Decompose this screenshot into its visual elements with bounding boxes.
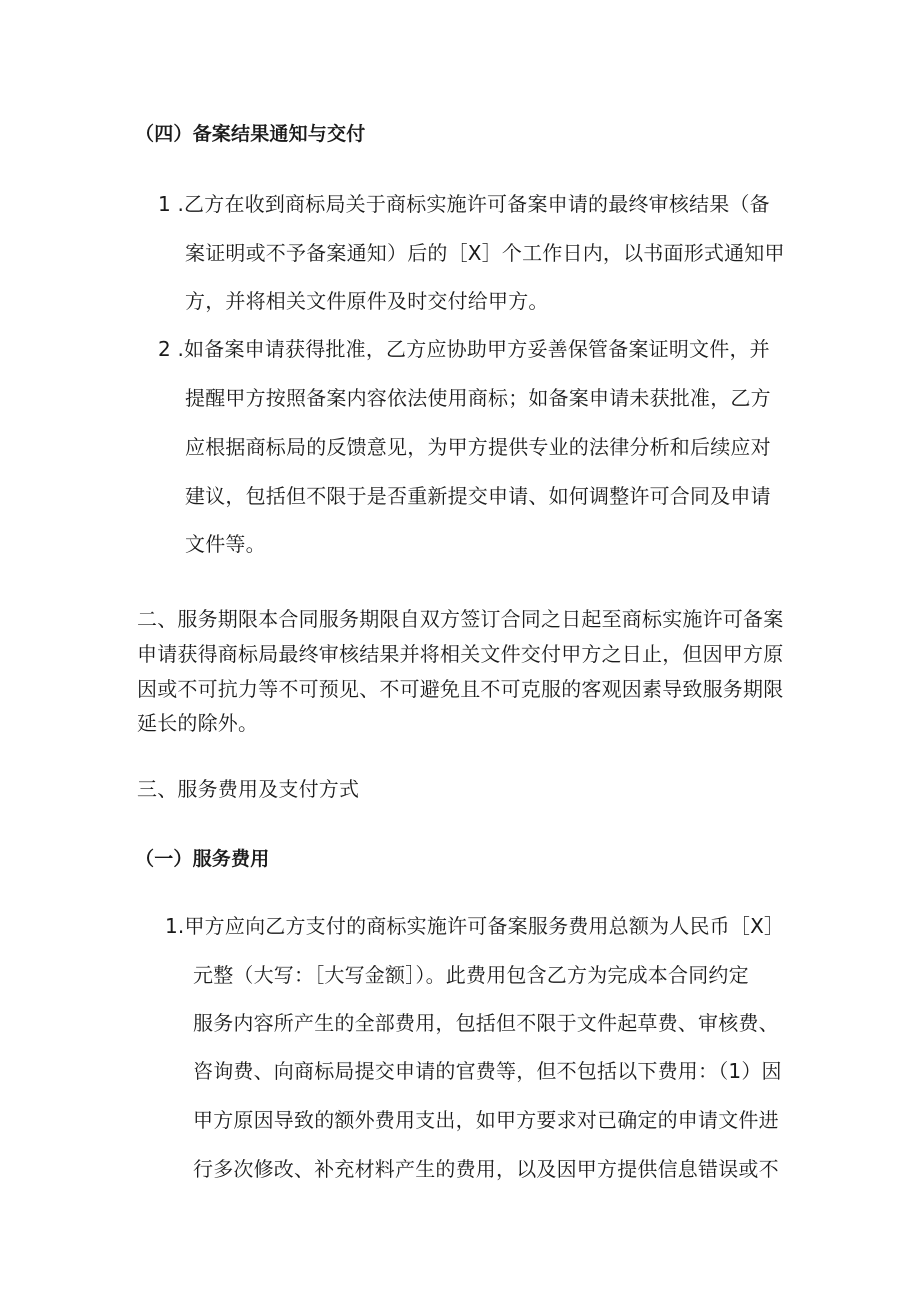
section3-title: 三、服务费用及支付方式 (137, 777, 360, 801)
item2-line-3: 应根据商标局的反馈意见，为甲方提供专业的法律分析和后续应对 (185, 435, 771, 459)
item1-line-2: 案证明或不予备案通知）后的［X］个工作日内，以书面形式通知甲 (185, 241, 785, 265)
section2-line-3: 因或不可抗力等不可预见、不可避免且不可克服的客观因素导致服务期限 (137, 677, 784, 701)
item2-line-5: 文件等。 (185, 532, 266, 556)
item1-line-1: 1 .乙方在收到商标局关于商标实施许可备案申请的最终审核结果（备 (158, 192, 770, 216)
fee-item1-line-2: 元整（大写：［大写金额］）。此费用包含乙方为完成本合同约定 (193, 963, 749, 987)
item2-line-4: 建议，包括但不限于是否重新提交申请、如何调整许可合同及申请 (185, 484, 771, 508)
fee-item1-line-4: 咨询费、向商标局提交申请的官费等，但不包括以下费用：（1）因 (193, 1059, 782, 1083)
item2-line-1: 2 .如备案申请获得批准，乙方应协助甲方妥善保管备案证明文件，并 (158, 337, 770, 361)
fee-item1-line-1: 1.甲方应向乙方支付的商标实施许可备案服务费用总额为人民币［X］ (165, 914, 785, 938)
section3-sub1-heading: （一）服务费用 (135, 848, 270, 870)
item2-line-2: 提醒甲方按照备案内容依法使用商标；如备案申请未获批准，乙方 (185, 386, 771, 410)
section-heading-4: （四）备案结果通知与交付 (135, 123, 366, 145)
section2-line-4: 延长的除外。 (137, 711, 259, 735)
fee-item1-line-3: 服务内容所产生的全部费用，包括但不限于文件起草费、审核费、 (193, 1011, 779, 1035)
fee-item1-line-6: 行多次修改、补充材料产生的费用，以及因甲方提供信息错误或不 (193, 1157, 779, 1181)
item1-line-3: 方，并将相关文件原件及时交付给甲方。 (185, 289, 549, 313)
section2-line-2: 申请获得商标局最终审核结果并将相关文件交付甲方之日止，但因甲方原 (137, 642, 784, 666)
fee-item1-line-5: 甲方原因导致的额外费用支出，如甲方要求对已确定的申请文件进 (193, 1108, 779, 1132)
section2-line-1: 二、服务期限本合同服务期限自双方签订合同之日起至商标实施许可备案 (137, 607, 784, 631)
